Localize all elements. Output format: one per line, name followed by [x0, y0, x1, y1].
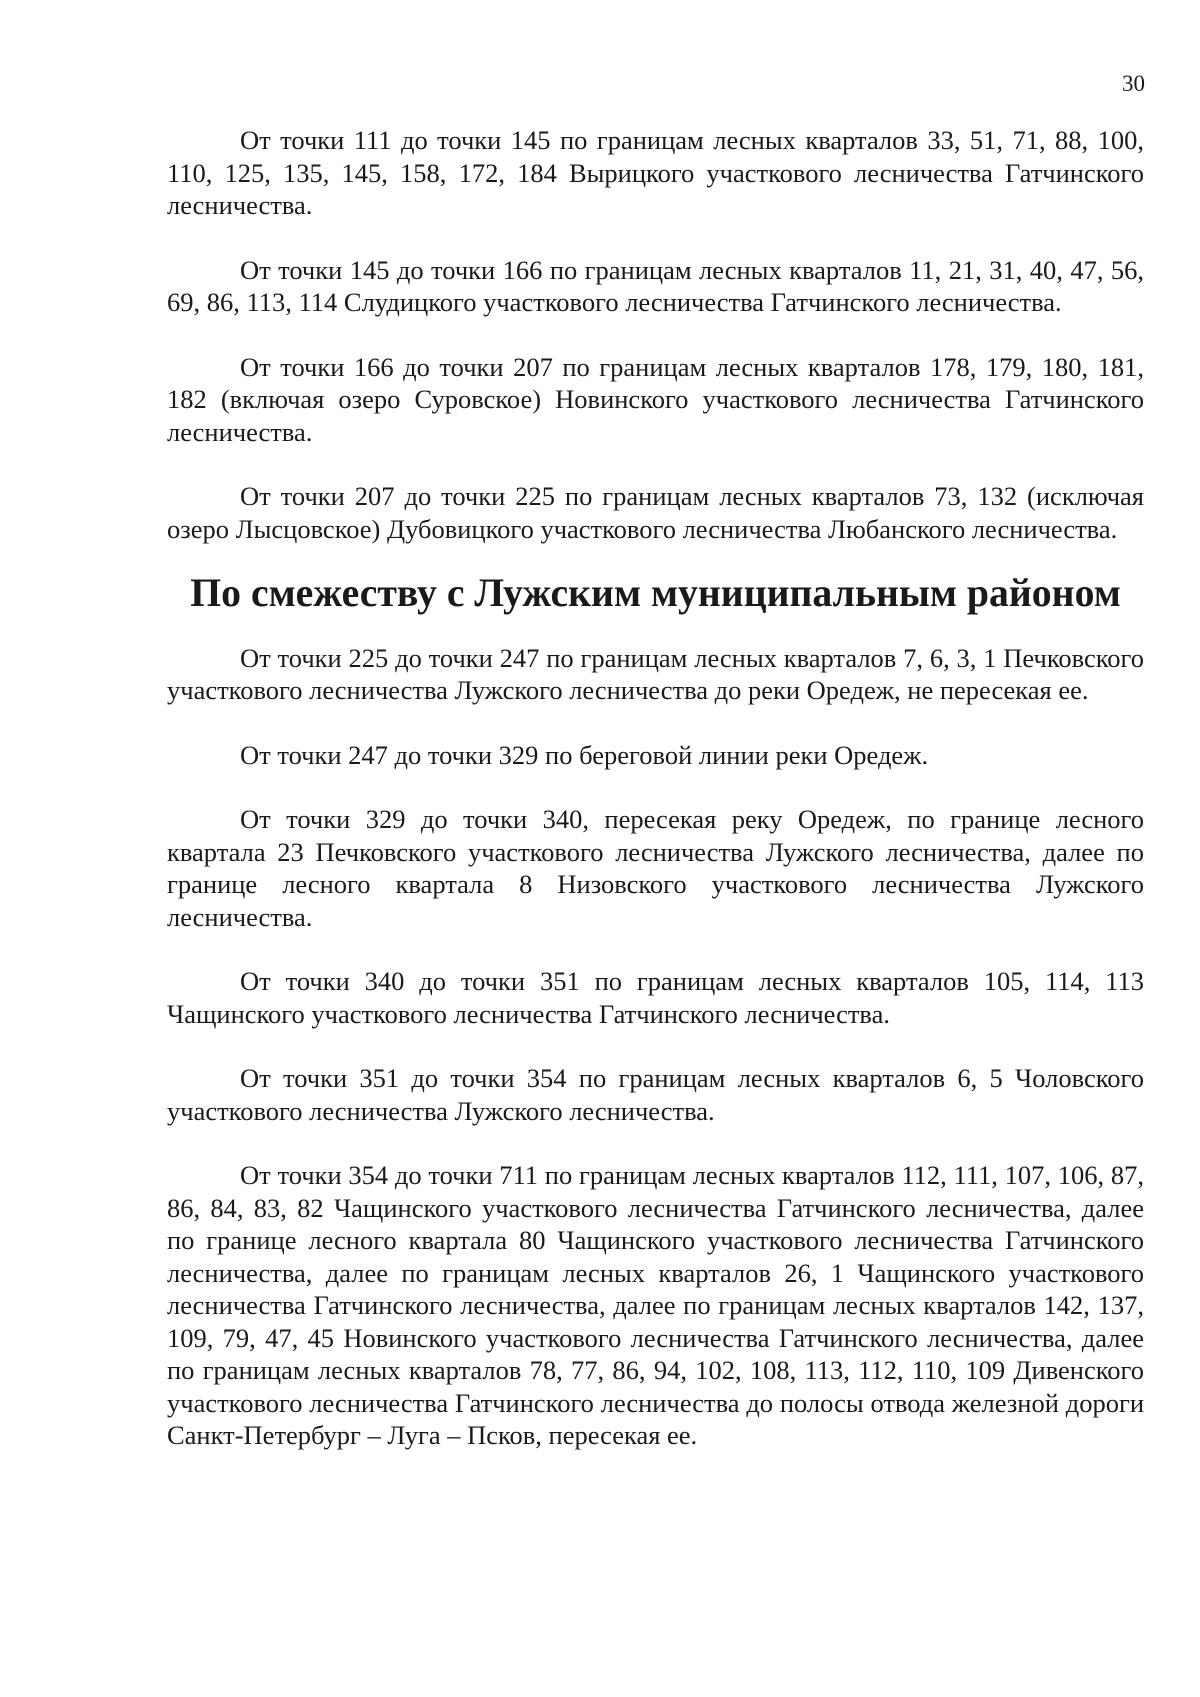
- boundary-paragraph-2: От точки 145 до точки 166 по границам лесных кварталов 11, 21, 31, 40, 47, 56, 69, 86, 113, 114 Слудицкого участкового лесничества Гатчинского лесничества.: [167, 254, 1144, 317]
- document-body: [167, 124, 1144, 1484]
- boundary-paragraph-10: От точки 354 до точки 711 по границам лесных кварталов 112, 111, 107, 106, 87, 86, 84, 83, 82 Чащинского участкового лесничества Гатчинского лесничества, далее по границе лесного квартала 80 Чащинского участкового лесничества Гатчинского лесничества, далее по границам лесных кварталов 26, 1 Чащинского участкового лесничества Гатчинского лесничества, далее по границам лесных кварталов 142, 137, 109, 79, 47, 45 Новинского участкового лесничества Гатчинского лесничества, далее по границам лесных кварталов 78, 77, 86, 94, 102, 108, 113, 112, 110, 109 Дивенского участкового лесничества Гатчинского лесничества до полосы отвода железной дороги Санкт-Петербург – Луга – Псков, пересекая ее.: [167, 1160, 1144, 1450]
- boundary-paragraph-8: От точки 340 до точки 351 по границам лесных кварталов 105, 114, 113 Чащинского участкового лесничества Гатчинского лесничества.: [167, 966, 1144, 1029]
- section-heading: По смежеству с Лужским муниципальным районом: [190, 571, 1121, 615]
- boundary-paragraph-3: От точки 166 до точки 207 по границам лесных кварталов 178, 179, 180, 181, 182 (включая озеро Суровское) Новинского участкового лесничества Гатчинского лесничества.: [167, 351, 1144, 447]
- boundary-paragraph-1: От точки 111 до точки 145 по границам лесных кварталов 33, 51, 71, 88, 100, 110, 125, 135, 145, 158, 172, 184 Вырицкого участкового лесничества Гатчинского лесничества.: [167, 125, 1144, 220]
- boundary-paragraph-6: От точки 247 до точки 329 по береговой линии реки Оредеж.: [240, 739, 929, 770]
- boundary-paragraph-7: От точки 329 до точки 340, пересекая реку Оредеж, по границе лесного квартала 23 Печковского участкового лесничества Лужского лесничества, далее по границе лесного квартала 8 Низовского участкового лесничества Лужского лесничества.: [167, 804, 1144, 932]
- boundary-paragraph-9: От точки 351 до точки 354 по границам лесных кварталов 6, 5 Чоловского участкового лесничества Лужского лесничества.: [167, 1063, 1144, 1126]
- boundary-paragraph-5: От точки 225 до точки 247 по границам лесных кварталов 7, 6, 3, 1 Печковского участкового лесничества Лужского лесничества до реки Оредеж, не пересекая ее.: [167, 642, 1144, 705]
- page-number: 30: [1122, 71, 1145, 96]
- boundary-paragraph-4: От точки 207 до точки 225 по границам лесных кварталов 73, 132 (исключая озеро Лысцовское) Дубовицкого участкового лесничества Любанского лесничества.: [167, 481, 1144, 544]
